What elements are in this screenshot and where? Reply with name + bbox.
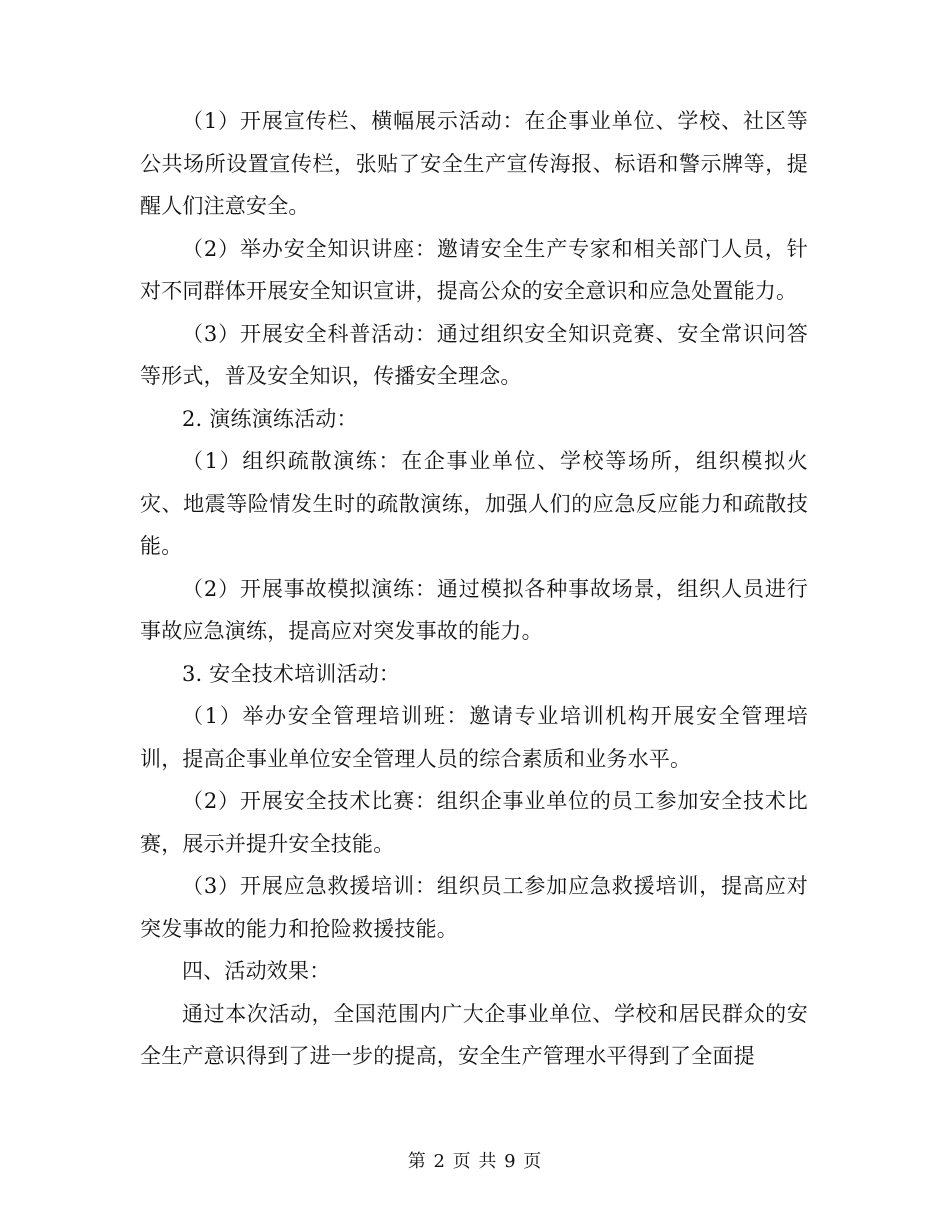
paragraph-evacuation-drill: （1）组织疏散演练：在企事业单位、学校等场所，组织模拟火灾、地震等险情发生时的疏散演练，加强人们的应急反应能力和疏散技能。 [140, 449, 808, 558]
page-number-footer: 第 2 页 共 9 页 [407, 1151, 543, 1172]
paragraph-science-activities: （3）开展安全科普活动：通过组织安全知识竞赛、安全常识问答等形式，普及安全知识，传播安全理念。 [140, 321, 808, 388]
paragraph-publicity-boards: （1）开展宣传栏、横幅展示活动：在企事业单位、学校、社区等公共场所设置宣传栏，张贴了安全生产宣传海报、标语和警示牌等，提醒人们注意安全。 [140, 109, 808, 218]
paragraph-effects-summary: 通过本次活动，全国范围内广大企事业单位、学校和居民群众的安全生产意识得到了进一步的提高，安全生产管理水平得到了全面提 [140, 1001, 808, 1068]
section-heading-training: 3. 安全技术培训活动： [182, 661, 401, 686]
paragraph-accident-drill: （2）开展事故模拟演练：通过模拟各种事故场景，组织人员进行事故应急演练，提高应对突发事故的能力。 [140, 576, 808, 643]
paragraph-safety-lectures: （2）举办安全知识讲座：邀请安全生产专家和相关部门人员，针对不同群体开展安全知识宣讲，提高公众的安全意识和应急处置能力。 [140, 236, 808, 303]
document-body [140, 100, 808, 1078]
paragraph-management-training: （1）举办安全管理培训班：邀请专业培训机构开展安全管理培训，提高企事业单位安全管理人员的综合素质和业务水平。 [140, 704, 808, 771]
section-heading-drills: 2. 演练演练活动： [182, 406, 358, 431]
paragraph-skills-contest: （2）开展安全技术比赛：组织企事业单位的员工参加安全技术比赛，展示并提升安全技能。 [140, 789, 808, 856]
paragraph-rescue-training: （3）开展应急救援培训：组织员工参加应急救援培训，提高应对突发事故的能力和抢险救援技能。 [140, 874, 808, 941]
section-heading-effects: 四、活动效果： [182, 959, 331, 983]
